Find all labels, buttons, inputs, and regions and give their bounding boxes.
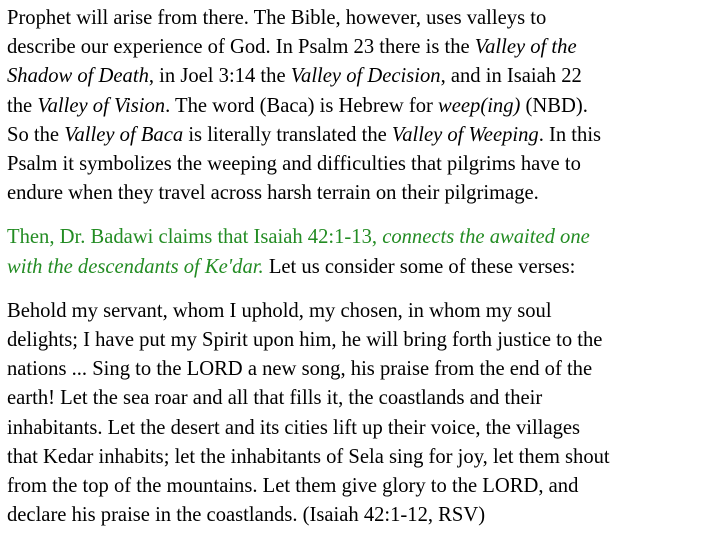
text-run: Psalm it symbolizes the weeping and difficulties that pilgrims have to — [7, 153, 581, 176]
text-line — [7, 62, 715, 91]
italic-text-run: Valley of Vision — [37, 94, 166, 117]
text-run: inhabitants. Let the desert and its cities lift up their voice, the villages — [7, 416, 581, 439]
paragraph-valleys — [7, 4, 715, 208]
text-line — [7, 443, 715, 472]
italic-text-run: with the descendants of Ke'dar. — [7, 255, 264, 278]
text-line — [7, 501, 715, 530]
text-run: that Kedar inhabits; let the inhabitants of Sela sing for joy, let them shout — [7, 445, 610, 468]
text-line — [7, 4, 715, 33]
text-line — [7, 253, 715, 282]
text-line — [7, 297, 715, 326]
italic-text-run: Valley of Weeping — [391, 123, 539, 146]
italic-text-run: Valley of the — [474, 36, 577, 59]
text-run: Let us consider some of these verses: — [263, 255, 576, 278]
text-line — [7, 326, 715, 355]
italic-text-run: connects the awaited one — [382, 226, 590, 249]
text-run: from the top of the mountains. Let them give glory to the LORD, and — [7, 475, 579, 498]
italic-text-run: Valley of Baca — [64, 123, 184, 146]
text-run: . The word (Baca) is Hebrew for — [165, 94, 439, 117]
paragraph-badawi-claim — [7, 223, 715, 281]
italic-text-run: Shadow of Death — [7, 65, 149, 88]
text-line — [7, 355, 715, 384]
text-line — [7, 92, 715, 121]
text-run: nations ... Sing to the LORD a new song, his praise from the end of the — [7, 358, 593, 381]
text-line — [7, 150, 715, 179]
text-run: Behold my servant, whom I uphold, my chosen, in whom my soul — [7, 299, 552, 322]
italic-text-run: weep(ing) — [438, 94, 521, 117]
text-run: Prophet will arise from there. The Bible, however, uses valleys to — [7, 7, 547, 29]
text-run: describe our experience of God. In Psalm 23 there is the — [7, 36, 475, 59]
text-line — [7, 414, 715, 443]
text-run: is literally translated the — [183, 123, 392, 146]
text-run: (NBD). — [520, 94, 588, 117]
text-run: delights; I have put my Spirit upon him, he will bring forth justice to the — [7, 329, 603, 352]
text-line — [7, 472, 715, 501]
text-run: declare his praise in the coastlands. (Isaiah 42:1-12, RSV) — [7, 504, 486, 527]
text-run: earth! Let the sea roar and all that fills it, the coastlands and their — [7, 387, 543, 410]
text-line — [7, 223, 715, 252]
text-run: So the — [7, 123, 65, 146]
text-run: Then, Dr. Badawi claims that Isaiah 42:1-13, — [7, 226, 383, 249]
text-line — [7, 33, 715, 62]
text-run: the — [7, 94, 38, 117]
text-run: , and in Isaiah 22 — [440, 65, 582, 88]
italic-text-run: Valley of Decision — [290, 65, 441, 88]
paragraph-isaiah-quote — [7, 297, 715, 531]
text-line — [7, 179, 715, 208]
document-page — [7, 4, 715, 530]
text-line — [7, 121, 715, 150]
text-run: , in Joel 3:14 the — [148, 65, 291, 88]
text-run: endure when they travel across harsh terrain on their pilgrimage. — [7, 182, 539, 205]
text-line — [7, 384, 715, 413]
text-run: . In this — [538, 123, 602, 146]
